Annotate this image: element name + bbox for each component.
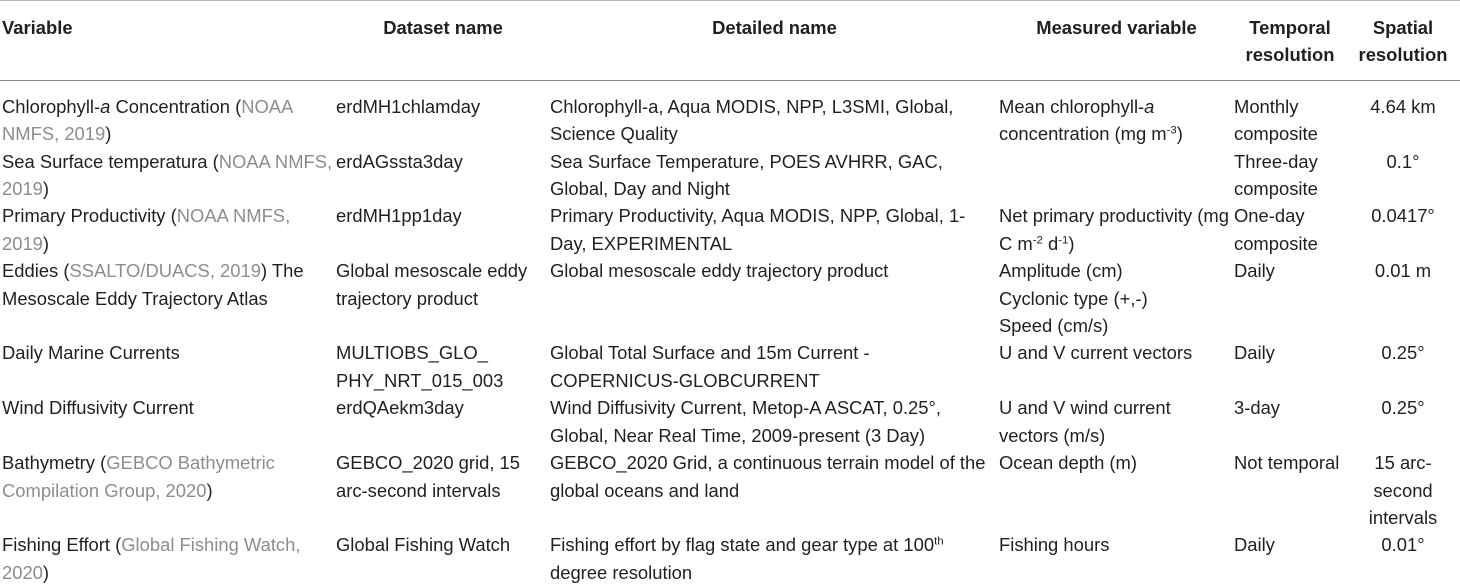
dataset-cell: GEBCO_2020 grid, 15 arc-second intervals [336, 452, 521, 501]
measured-cell: Net primary productivity (mg C $m^{-2}$ $d^{-1}$) [999, 205, 1229, 254]
citation-link[interactable]: GEBCO Bathymetric Compilation Group, 2020 [2, 452, 275, 501]
measured-cell: U and V current vectors [999, 342, 1193, 364]
measured-cell [999, 148, 1234, 203]
dataset-cell: MULTIOBS_GLO_ PHY_NRT_015_003 [336, 342, 504, 391]
temporal-cell: 3-day [1234, 397, 1281, 419]
header-measured-variable: Measured variable [999, 1, 1234, 81]
temporal-cell: Not temporal [1234, 452, 1340, 474]
detailed-cell: GEBCO_2020 Grid, a continuous terrain model of the global oceans and land [550, 452, 986, 501]
header-dataset-name: Dataset name [336, 1, 550, 81]
measured-cell: Fishing hours [999, 534, 1110, 556]
citation-link[interactable]: NOAA NMFS, 2019 [2, 95, 293, 145]
spatial-cell: 0.25° [1381, 397, 1425, 419]
header-temporal-resolution: Temporal resolution [1234, 1, 1346, 81]
detailed-cell: Global mesoscale eddy trajectory product [550, 260, 889, 282]
dataset-cell: erdMH1chlamday [336, 95, 481, 117]
variable-cell: Sea Surface temperatura (NOAA NMFS, 2019) [2, 150, 333, 200]
table-row [0, 80, 1460, 147]
header-row [0, 1, 1460, 81]
temporal-cell: Three-day composite [1234, 150, 1318, 200]
spatial-cell: 0.1° [1386, 150, 1420, 172]
measured-cell: Amplitude (cm) Cyclonic type (+,-) Speed (cm/s) [999, 260, 1148, 337]
spatial-cell: 0.0417° [1371, 205, 1435, 227]
dataset-cell: erdQAekm3day [336, 397, 464, 419]
variable-cell: Chlorophyll-a Concentration (NOAA NMFS, 2019) [2, 95, 293, 145]
variable-cell: Primary Productivity (NOAA NMFS, 2019) [2, 205, 291, 254]
table-row [0, 449, 1460, 531]
variable-cell: Daily Marine Currents [2, 342, 180, 364]
spatial-cell: 4.64 km [1370, 95, 1436, 117]
header-spatial-resolution: Spatial resolution [1346, 1, 1460, 81]
citation-link[interactable]: Global Fishing Watch, 2020 [2, 534, 301, 583]
detailed-cell: Wind Diffusivity Current, Metop-A ASCAT, 0.25°, Global, Near Real Time, 2009-present (3 Day) [550, 397, 941, 446]
table-row [0, 202, 1460, 257]
spatial-cell: 0.01° [1381, 534, 1425, 556]
temporal-cell: Daily [1234, 342, 1275, 364]
temporal-cell: Daily [1234, 534, 1275, 556]
dataset-cell: Global Fishing Watch [336, 534, 511, 556]
dataset-cell: erdMH1pp1day [336, 205, 462, 227]
variable-cell: Bathymetry (GEBCO Bathymetric Compilation Group, 2020) [2, 452, 275, 501]
detailed-cell: Sea Surface Temperature, POES AVHRR, GAC, Global, Day and Night [550, 150, 943, 200]
citation-link[interactable]: NOAA NMFS, 2019 [2, 150, 333, 200]
measured-cell: Mean chlorophyll-a concentration (mg $m^{-3}$) [999, 95, 1183, 145]
spatial-cell: 0.01 m [1374, 260, 1432, 282]
detailed-cell: Chlorophyll-a, Aqua MODIS, NPP, L3SMI, Global, Science Quality [550, 95, 954, 145]
header-detailed-name: Detailed name [550, 1, 999, 81]
detailed-cell: Primary Productivity, Aqua MODIS, NPP, Global, 1-Day, EXPERIMENTAL [550, 205, 966, 254]
detailed-cell: Fishing effort by flag state and gear type at 100th degree resolution [550, 534, 944, 583]
spatial-cell: 15 arc- second intervals [1368, 452, 1438, 528]
table-row [0, 257, 1460, 339]
variable-cell: Eddies (SSALTO/DUACS, 2019) The Mesoscale Eddy Trajectory Atlas [2, 260, 304, 309]
citation-link[interactable]: SSALTO/DUACS, 2019 [69, 260, 261, 282]
measured-cell: U and V wind current vectors (m/s) [999, 397, 1171, 446]
spatial-cell: 0.25° [1381, 342, 1425, 364]
citation-link[interactable]: NOAA NMFS, 2019 [2, 205, 291, 254]
dataset-cell: Global mesoscale eddy trajectory product [336, 260, 528, 309]
variable-cell: Wind Diffusivity Current [2, 397, 194, 419]
header-variable: Variable [0, 1, 336, 81]
temporal-cell: Daily [1234, 260, 1275, 282]
temporal-cell: One-day composite [1234, 205, 1318, 254]
dataset-cell: erdAGssta3day [336, 150, 463, 172]
table-row [0, 339, 1460, 394]
temporal-cell: Monthly composite [1234, 95, 1318, 145]
measured-cell: Ocean depth (m) [999, 452, 1137, 474]
variable-cell: Fishing Effort (Global Fishing Watch, 2020) [2, 534, 301, 583]
table-row [0, 531, 1460, 586]
detailed-cell: Global Total Surface and 15m Current - COPERNICUS-GLOBCURRENT [550, 342, 870, 391]
table-row [0, 394, 1460, 449]
table-row [0, 148, 1460, 203]
